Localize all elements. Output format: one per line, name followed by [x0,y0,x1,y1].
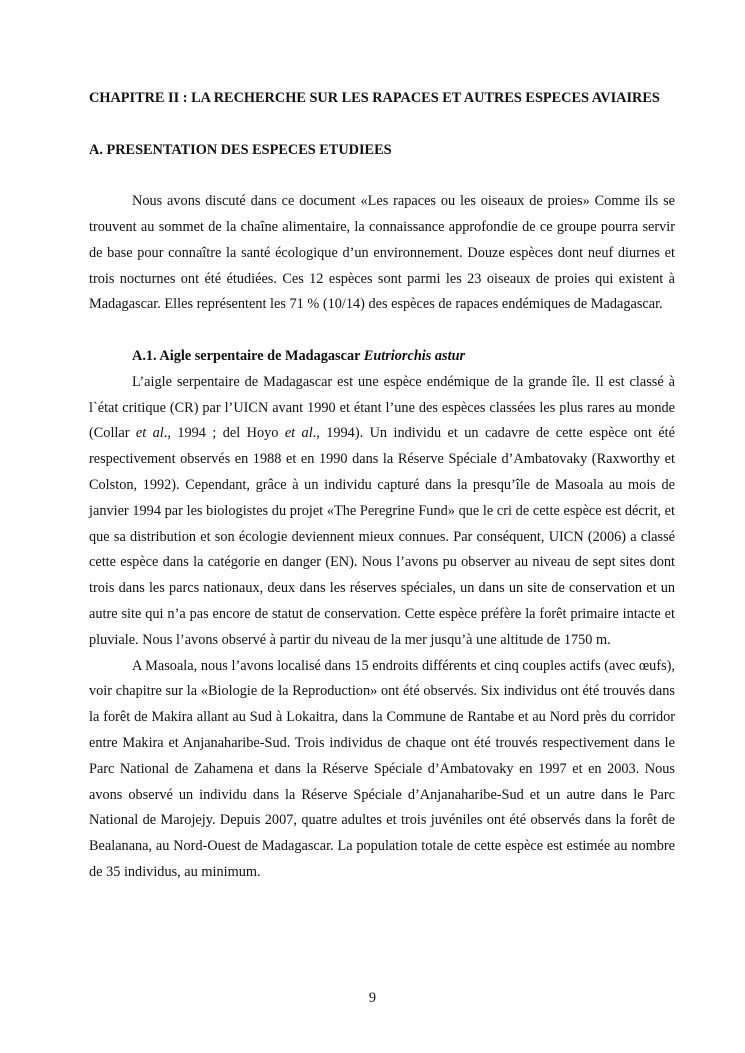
paragraph1-etal-1: et al [135,425,164,442]
paragraph1-text-a: L’aigle serpentaire de Madagascar est une espèce endémique de la grande île. Il est classé à l`état critique (CR) par l’UICN avant 1990 et étant l’une des espèces classées les plus rares au monde (Collar [89,373,675,442]
body-paragraph-2: A Masoala, nous l’avons localisé dans 15 endroits différents et cinq couples actifs (avec œufs), voir chapitre sur la «Biologie de la Reproduction» ont été observés. Six individus ont été trouvés dans la forêt de Makira allant au Sud à Lokaitra, dans la Commune de Rantabe et au Nord près du corridor entre Makira et Anjanaharibe-Sud. Trois individus de chaque ont été trouvés respectivement dans le Parc National de Zahamena et dans la Réserve Spéciale d’Ambatovaky en 1997 et en 2003. Nous avons observé un individu dans la Réserve Spéciale d’Anjanaharibe-Sud et un autre dans le Parc National de Marojejy. Depuis 2007, quatre adultes et trois juvéniles ont été observés dans la forêt de Bealanana, au Nord-Ouest de Madagascar. La population totale de cette espèce est estimée au nombre de 35 individus, au minimum. [89,657,675,880]
page-number: 9 [368,990,377,1006]
document-page [89,86,675,886]
paragraph1-text-b: ., 1994 ; del Hoyo [163,425,285,442]
section-title: A. PRESENTATION DES ESPECES ETUDIEES [89,141,392,158]
subsection-heading [89,344,675,370]
subsection-latin-name: Eutriorchis astur [363,347,466,364]
body-paragraph-1 [89,370,675,654]
intro-paragraph: Nous avons discuté dans ce document «Les rapaces ou les oiseaux de proies» Comme ils se trouvent au sommet de la chaîne alimentaire, la connaissance approfondie de ce groupe pourra servir de base pour connaître la santé écologique d’un environnement. Douze espèces dont neuf diurnes et trois nocturnes ont été étudiées. Ces 12 espèces sont parmi les 23 oiseaux de proies qui existent à Madagascar. Elles représentent les 71 % (10/14) des espèces de rapaces endémiques de Madagascar. [89,193,675,313]
paragraph1-text-c: ., 1994). Un individu et un cadavre de cette espèce ont été respectivement observés en 1988 et en 1990 dans la Réserve Spéciale d’Ambatovaky (Raxworthy et Colston, 1992). Cependant, grâce à un individu capturé dans la presqu’île de Masoala au mois de janvier 1994 par les biologistes du projet «The Peregrine Fund» que le cri de cette espèce est décrit, et que sa distribution et son écologie deviennent mieux connues. Par conséquent, UICN (2006) a classé cette espèce dans la catégorie en danger (EN). Nous l’avons pu observer au niveau de sept sites dont trois dans les parcs nationaux, deux dans les réserves spéciales, un dans un site de conservation et un autre site qui n’a pas encore de statut de conservation. Cette espèce préfère la forêt primaire intacte et pluviale. Nous l’avons observé à partir du niveau de la mer jusqu’à une altitude de 1750 m. [89,425,676,648]
paragraph1-etal-2: et al [284,425,313,442]
subsection-title: A.1. Aigle serpentaire de Madagascar [132,347,361,364]
chapter-title: CHAPITRE II : LA RECHERCHE SUR LES RAPACES ET AUTRES ESPECES AVIAIRES [89,90,660,106]
